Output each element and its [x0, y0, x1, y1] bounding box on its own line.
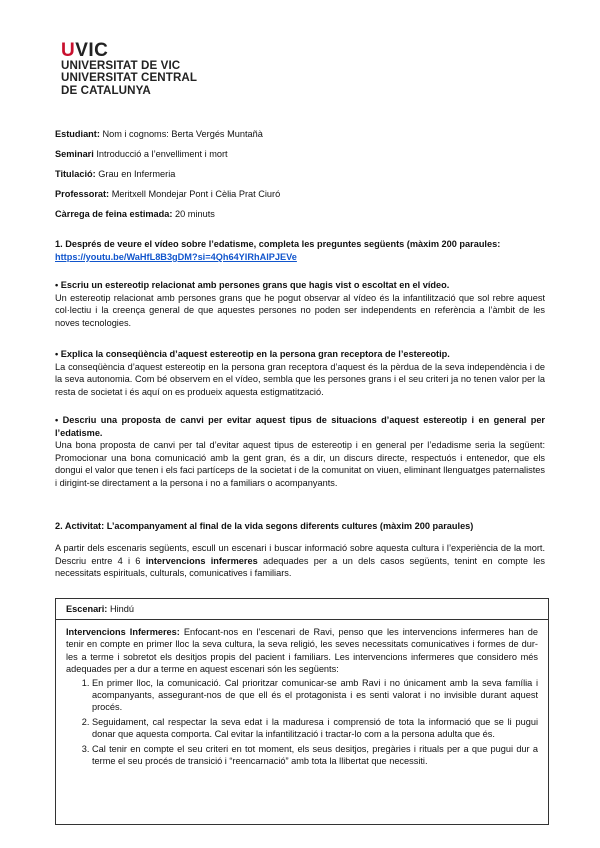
degree-value: Grau en Infermeria	[98, 169, 176, 179]
scenario-body	[56, 620, 548, 767]
student-label: Estudiant:	[55, 129, 100, 139]
proposal-answer: Una bona proposta de canvi per tal d’evitar aquest tipus de estereotip i en general per l’edadisme seria la següent: Promocionar una bona comunicació amb la gent gran, és a dir, un discurs directe, respectuós i entenedor, que els dongui el valor que tenen i els faci partíceps de la societat i de la comunitat on viuen, eliminant llenguatges paternalistes i dirigint-se directament a la persona i no a familiars o acompanyants.	[55, 440, 545, 488]
student-value: Nom i cognoms: Berta Vergés Muntañà	[102, 129, 263, 139]
consequence-answer: La conseqüència d’aquest estereotip en la persona gran receptora d’aquest és la pèrdua de la seva independència i de la seva autonomia. Com bé observem en el vídeo, sembla que les persones grans i el seu criteri ja no tenen valor per la resta de societat i és aquí on es produeix aquesta estigmatització.	[55, 361, 545, 397]
section1-question: 1. Després de veure el vídeo sobre l’edatisme, completa les preguntes següents (màxim 200 paraules:	[55, 239, 501, 249]
proposal-block	[55, 414, 545, 490]
degree-row	[55, 168, 175, 180]
logo-mark: UVIC	[61, 40, 109, 61]
section2-title: 2. Activitat: L’acompanyament al final de la vida segons diferents cultures (màxim 200 paraules)	[55, 521, 474, 531]
intro-text-1: A partir dels escenaris següents, escull un escenari i buscar informació sobre aquesta cultura i l’experiència de la mort. Descriu entre 4 i 6	[55, 543, 545, 566]
student-row	[55, 128, 263, 140]
logo-mark-text: VIC	[75, 40, 109, 61]
logo-line-1: UNIVERSITAT DE VIC	[61, 59, 181, 72]
section2-header	[55, 520, 545, 533]
degree-label: Titulació:	[55, 169, 96, 179]
seminar-value: Introducció a l’envelliment i mort	[96, 149, 228, 159]
consequence-question: • Explica la conseqüència d’aquest estereotip en la persona gran receptora de l’estereotip.	[55, 349, 450, 359]
workload-value: 20 minuts	[175, 209, 215, 219]
interventions-label: Intervencions Infermeres:	[66, 627, 180, 637]
teachers-label: Professorat:	[55, 189, 110, 199]
seminar-label: Seminari	[55, 149, 94, 159]
intervention-item: 3. Cal tenir en compte el seu criteri en tot moment, els seus desitjos, pregàries i rituals per a que pugui dur a terme el seu procés de transició i “reencarnació” amb tota la llibertat que necessiti.	[92, 743, 538, 768]
scenario-header	[56, 599, 548, 620]
stereotype-answer: Un estereotip relacionat amb persones grans que he pogut observar al vídeo és la infantilització que sol rebre aquest col·lectiu i la creença general de que aquestes persones no poden ser independents en referència a l’àmbit de les noves tecnologies.	[55, 292, 545, 328]
workload-row	[55, 208, 215, 220]
scenario-value: Hindú	[109, 604, 134, 614]
logo-line-2: UNIVERSITAT CENTRAL	[61, 71, 198, 85]
interventions-text: Enfocant-nos en l’escenari de Ravi, penso que les intervencions infermeres han de tenir en compte en primer lloc la seva cultura, la seva religió, les seves necessitats comunicatives i formes de dur-les a terme i sobretot els desitjos propis del pacient i familiars. Les intervencions infermeres que considero més adequades per a dur a terme en aquest escenari són les següents:	[66, 627, 538, 675]
interventions-list	[66, 677, 538, 768]
intro-bold: intervencions infermeres	[145, 555, 258, 566]
stereotype-question: • Escriu un estereotip relacionat amb persones grans que hagis vist o escoltat en el vídeo.	[55, 280, 450, 290]
teachers-value: Meritxell Mondejar Pont i Cèlia Prat Ciuró	[111, 189, 281, 199]
teachers-row	[55, 188, 280, 200]
proposal-question: • Descriu una proposta de canvi per evitar aquest tipus de situacions d’aquest estereotip i en general per l’edatisme.	[55, 415, 545, 438]
university-logo	[61, 42, 197, 97]
logo-line-3: DE CATALUNYA	[61, 83, 151, 97]
intervention-item: 2. Seguidament, cal respectar la seva edat i la maduresa i comprensió de tota la informació que se li pugui donar que aquesta comporta. Cal evitar la infantilització i tractar-lo com a la persona adulta que és.	[92, 716, 538, 741]
workload-label: Càrrega de feina estimada:	[55, 209, 173, 219]
intervention-item: 1. En primer lloc, la comunicació. Cal prioritzar comunicar-se amb Ravi i no únicament amb la seva família i acompanyants, assegurant-nos de que ell és el protagonista i es senti valorat i no invisible durant aquest procés.	[92, 677, 538, 714]
scenario-box	[55, 598, 549, 825]
intro-text-2: adequades per a un dels casos següents, tenint en compte les necessitats espirituals, culturals, comunicatives i familiars.	[55, 555, 546, 579]
section2-intro	[55, 542, 545, 580]
scenario-label: Escenari:	[66, 604, 108, 614]
section1-header	[55, 238, 545, 263]
stereotype-block	[55, 279, 545, 329]
video-link[interactable]: https://youtu.be/WaHfL8B3gDM?si=4Qh64YIRhAlPJEVe	[55, 251, 297, 262]
seminar-row	[55, 148, 228, 160]
consequence-block	[55, 348, 545, 398]
